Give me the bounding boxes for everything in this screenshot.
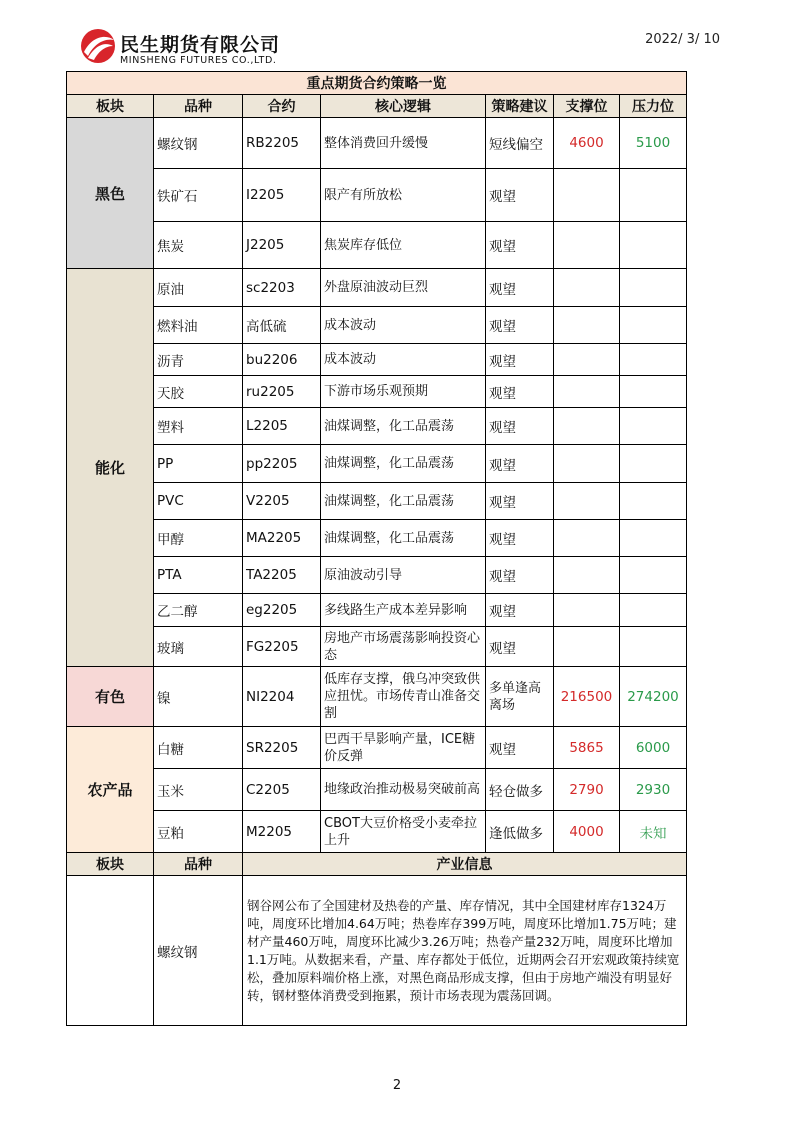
resistance-cell: 2930	[620, 769, 687, 811]
table-row	[67, 376, 687, 408]
support-cell	[554, 307, 620, 344]
resistance-cell	[620, 520, 687, 557]
sector-black: 黑色	[67, 118, 154, 269]
sector-agri: 农产品	[67, 727, 154, 853]
strategy-table	[66, 71, 687, 1026]
logic-cell: 原油波动引导	[321, 557, 486, 594]
strategy-cell: 短线偏空	[486, 118, 554, 169]
support-cell	[554, 169, 620, 222]
variety-cell: 燃料油	[154, 307, 243, 344]
resistance-cell	[620, 483, 687, 520]
contract-cell: sc2203	[243, 269, 321, 307]
variety-cell: 乙二醇	[154, 594, 243, 627]
contract-cell: I2205	[243, 169, 321, 222]
company-logo	[80, 28, 315, 72]
logic-cell: 地缘政治推动极易突破前高	[321, 769, 486, 811]
table-row	[67, 594, 687, 627]
col-header: 核心逻辑	[321, 95, 486, 118]
page-number: 2	[392, 1078, 402, 1093]
support-cell	[554, 445, 620, 483]
col-header: 支撑位	[554, 95, 620, 118]
industry-info-text: 钢谷网公布了全国建材及热卷的产量、库存情况，其中全国建材库存1324万吨，周度环比增加4.64万吨；热卷库存399万吨，周度环比增加1.75万吨；建材产量460万吨，周度环比减少3.26万吨；热卷产量232万吨，周度环比增加1.1万吨。从数据来看，产量、库存都处于低位，近期两会召开宏观政策持续宽松，叠加原料端价格上涨，对黑色商品形成支撑，但由于房地产端没有明显好转，钢材整体消费受到拖累，预计市场表现为震荡回调。	[243, 876, 687, 1026]
table-row	[67, 344, 687, 376]
info-row	[67, 876, 687, 1026]
logic-cell: 成本波动	[321, 307, 486, 344]
contract-cell: eg2205	[243, 594, 321, 627]
info-variety-cell: 螺纹钢	[154, 876, 243, 1026]
contract-cell: RB2205	[243, 118, 321, 169]
variety-cell: 铁矿石	[154, 169, 243, 222]
table-row	[67, 769, 687, 811]
table-row	[67, 269, 687, 307]
table-header-row	[67, 95, 687, 118]
col-header: 压力位	[620, 95, 687, 118]
variety-cell: PTA	[154, 557, 243, 594]
table-row	[67, 408, 687, 445]
support-cell	[554, 594, 620, 627]
support-cell: 4600	[554, 118, 620, 169]
support-cell: 2790	[554, 769, 620, 811]
info-sector-cell	[67, 876, 154, 1026]
logic-cell: 下游市场乐观预期	[321, 376, 486, 408]
support-cell	[554, 269, 620, 307]
contract-cell: L2205	[243, 408, 321, 445]
table-row	[67, 520, 687, 557]
variety-cell: 螺纹钢	[154, 118, 243, 169]
contract-cell: 高低硫	[243, 307, 321, 344]
variety-cell: 原油	[154, 269, 243, 307]
support-cell	[554, 627, 620, 667]
resistance-cell	[620, 222, 687, 269]
logic-cell: 成本波动	[321, 344, 486, 376]
col-header: 板块	[67, 853, 154, 876]
table-row	[67, 118, 687, 169]
resistance-cell	[620, 594, 687, 627]
resistance-cell	[620, 557, 687, 594]
variety-cell: 白糖	[154, 727, 243, 769]
table-row	[67, 727, 687, 769]
strategy-cell: 观望	[486, 594, 554, 627]
resistance-cell	[620, 627, 687, 667]
logic-cell: 限产有所放松	[321, 169, 486, 222]
logic-cell: 多线路生产成本差异影响	[321, 594, 486, 627]
contract-cell: pp2205	[243, 445, 321, 483]
resistance-cell	[620, 376, 687, 408]
col-header: 板块	[67, 95, 154, 118]
strategy-cell: 逢低做多	[486, 811, 554, 853]
resistance-cell: 未知	[620, 811, 687, 853]
strategy-cell: 观望	[486, 169, 554, 222]
col-header: 品种	[154, 853, 243, 876]
logic-cell: 外盘原油波动巨烈	[321, 269, 486, 307]
support-cell: 5865	[554, 727, 620, 769]
variety-cell: 玉米	[154, 769, 243, 811]
strategy-cell: 观望	[486, 344, 554, 376]
logic-cell: 整体消费回升缓慢	[321, 118, 486, 169]
variety-cell: 沥青	[154, 344, 243, 376]
variety-cell: 焦炭	[154, 222, 243, 269]
resistance-cell	[620, 445, 687, 483]
strategy-cell: 观望	[486, 376, 554, 408]
contract-cell: bu2206	[243, 344, 321, 376]
support-cell	[554, 483, 620, 520]
table-title: 重点期货合约策略一览	[67, 72, 687, 95]
contract-cell: C2205	[243, 769, 321, 811]
logic-cell: 油煤调整，化工品震荡	[321, 445, 486, 483]
strategy-cell: 观望	[486, 445, 554, 483]
col-header: 合约	[243, 95, 321, 118]
table-row	[67, 483, 687, 520]
contract-cell: J2205	[243, 222, 321, 269]
variety-cell: 甲醇	[154, 520, 243, 557]
sector-energy: 能化	[67, 269, 154, 667]
logic-cell: 油煤调整，化工品震荡	[321, 483, 486, 520]
table-row	[67, 307, 687, 344]
variety-cell: PP	[154, 445, 243, 483]
strategy-cell: 观望	[486, 727, 554, 769]
support-cell	[554, 222, 620, 269]
support-cell	[554, 557, 620, 594]
logic-cell: 巴西干旱影响产量，ICE糖价反弹	[321, 727, 486, 769]
support-cell	[554, 376, 620, 408]
strategy-cell: 多单逢高离场	[486, 667, 554, 727]
logic-cell: CBOT大豆价格受小麦牵拉上升	[321, 811, 486, 853]
table-row	[67, 445, 687, 483]
variety-cell: 塑料	[154, 408, 243, 445]
table-row	[67, 169, 687, 222]
contract-cell: V2205	[243, 483, 321, 520]
strategy-cell: 观望	[486, 520, 554, 557]
strategy-cell: 观望	[486, 557, 554, 594]
contract-cell: M2205	[243, 811, 321, 853]
support-cell: 4000	[554, 811, 620, 853]
company-name-cn: 民生期货有限公司	[120, 34, 281, 56]
resistance-cell	[620, 169, 687, 222]
contract-cell: MA2205	[243, 520, 321, 557]
col-header: 产业信息	[243, 853, 687, 876]
minsheng-logo-icon	[80, 28, 116, 64]
contract-cell: TA2205	[243, 557, 321, 594]
col-header: 品种	[154, 95, 243, 118]
table-row	[67, 557, 687, 594]
strategy-cell: 观望	[486, 627, 554, 667]
variety-cell: 玻璃	[154, 627, 243, 667]
support-cell	[554, 408, 620, 445]
support-cell: 216500	[554, 667, 620, 727]
table-row	[67, 627, 687, 667]
table-title-row	[67, 72, 687, 95]
logic-cell: 焦炭库存低位	[321, 222, 486, 269]
resistance-cell	[620, 307, 687, 344]
col-header: 策略建议	[486, 95, 554, 118]
contract-cell: NI2204	[243, 667, 321, 727]
resistance-cell	[620, 408, 687, 445]
variety-cell: 豆粕	[154, 811, 243, 853]
sector-metal: 有色	[67, 667, 154, 727]
table-row	[67, 667, 687, 727]
logic-cell: 油煤调整，化工品震荡	[321, 408, 486, 445]
resistance-cell	[620, 269, 687, 307]
logic-cell: 油煤调整，化工品震荡	[321, 520, 486, 557]
report-date: 2022/ 3/ 10	[645, 32, 720, 47]
support-cell	[554, 520, 620, 557]
resistance-cell	[620, 344, 687, 376]
contract-cell: SR2205	[243, 727, 321, 769]
strategy-cell: 观望	[486, 269, 554, 307]
info-header-row	[67, 853, 687, 876]
strategy-cell: 轻仓做多	[486, 769, 554, 811]
strategy-cell: 观望	[486, 307, 554, 344]
variety-cell: PVC	[154, 483, 243, 520]
variety-cell: 天胶	[154, 376, 243, 408]
contract-cell: FG2205	[243, 627, 321, 667]
support-cell	[554, 344, 620, 376]
logic-cell: 房地产市场震荡影响投资心态	[321, 627, 486, 667]
strategy-cell: 观望	[486, 222, 554, 269]
strategy-cell: 观望	[486, 408, 554, 445]
contract-cell: ru2205	[243, 376, 321, 408]
table-row	[67, 811, 687, 853]
resistance-cell: 274200	[620, 667, 687, 727]
variety-cell: 镍	[154, 667, 243, 727]
strategy-cell: 观望	[486, 483, 554, 520]
resistance-cell: 5100	[620, 118, 687, 169]
company-name-en: MINSHENG FUTURES CO.,LTD.	[120, 55, 277, 66]
table-row	[67, 222, 687, 269]
logic-cell: 低库存支撑，俄乌冲突致供应扭忧。市场传青山准备交割	[321, 667, 486, 727]
resistance-cell: 6000	[620, 727, 687, 769]
